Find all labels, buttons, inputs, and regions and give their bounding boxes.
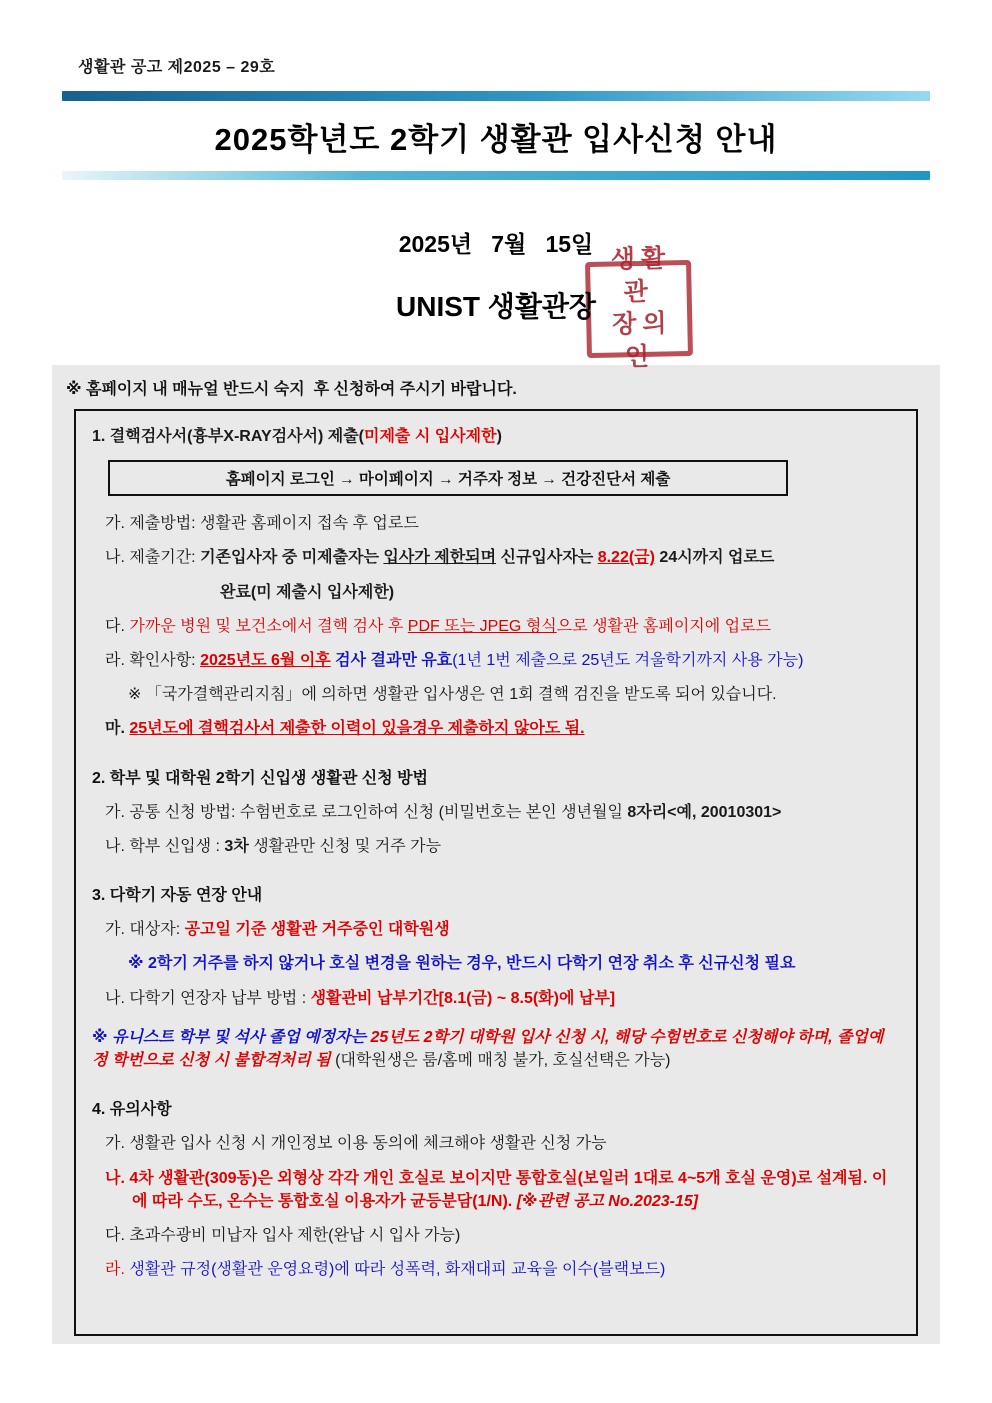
text-run: 24시까지 업로드 bbox=[654, 549, 775, 567]
item-1-ga bbox=[92, 512, 898, 535]
text-run: 생활관비 납부기간[8.1(금) ~ 8.5(화)에 납부] bbox=[310, 989, 616, 1007]
item-3-na bbox=[92, 987, 898, 1010]
text-run: (1년 1번 제출으로 25년도 겨울학기까지 사용 가능) bbox=[452, 651, 804, 669]
text-run: ) bbox=[496, 428, 502, 445]
stamp-text-row1: 생활관 bbox=[610, 245, 672, 306]
text-run: 라. bbox=[105, 1261, 130, 1279]
section-4-title: 4. 유의사항 bbox=[92, 1101, 172, 1119]
item-1-da bbox=[92, 615, 898, 638]
text-run: (대학원생은 룸/홈메 매칭 불가, 호실선택은 가능) bbox=[335, 1052, 671, 1069]
text-run: 기존입사자 중 미제출자는 bbox=[200, 549, 384, 567]
text-run: 가까운 병원 및 보건소에서 결핵 검사 후 bbox=[129, 617, 408, 635]
text-run: 3차 bbox=[224, 837, 249, 855]
text-run: PDF 또는 JPEG 형식 bbox=[407, 617, 557, 635]
text-run: 나. 4차 생활관(309동)은 외형상 각각 개인 호실로 보이지만 통합호실(보일러 1대로 4~5개 호실 운영)로 설계됨. 이에 따라 수도, 온수는 통합호실 이용자가 균등분담(1/N). bbox=[105, 1169, 888, 1210]
stamp-text-row2: 장의인 bbox=[611, 310, 673, 371]
text-run: 나. 다학기 연장자 납부 방법 : bbox=[105, 989, 311, 1007]
page-title: 2025학년도 2학기 생활관 입사신청 안내 bbox=[214, 122, 778, 157]
submission-flow-box: 홈페이지 로그인 → 마이페이지 → 거주자 정보 → 건강진단서 제출 bbox=[108, 460, 788, 496]
section-1-title bbox=[92, 425, 898, 448]
item-1-na-continued bbox=[92, 581, 898, 604]
text-run: 마. bbox=[105, 720, 130, 738]
text-run: ※ 「국가결핵관리지침」에 의하면 생활관 입사생은 연 1회 결핵 검진을 받도록 되어 있습니다. bbox=[128, 686, 777, 704]
item-4-na bbox=[92, 1167, 898, 1213]
title-divider-top bbox=[62, 91, 930, 101]
text-run: 나. 학부 신입생 : bbox=[105, 837, 225, 855]
text-run: 다. 초과수광비 미납자 입사 제한(완납 시 입사 가능) bbox=[105, 1226, 461, 1244]
text-run: 신규입사자는 bbox=[496, 549, 598, 567]
item-1-note bbox=[92, 683, 898, 706]
announcement-date: 2025년 7월 15일 bbox=[398, 231, 594, 257]
item-4-da bbox=[92, 1224, 898, 1247]
item-4-ra bbox=[92, 1258, 898, 1281]
text-run: 나. 제출기간: bbox=[105, 549, 201, 567]
text-run: ※ 2학기 거주를 하지 않거나 호실 변경을 원하는 경우, 반드시 다학기 연장 취소 후 신규신청 필요 bbox=[128, 955, 796, 973]
manual-notice: ※ 홈페이지 내 매뉴얼 반드시 숙지 후 신청하여 주시기 바랍니다. bbox=[66, 381, 517, 398]
item-2-ga bbox=[92, 801, 898, 824]
text-run: 가. 생활관 입사 신청 시 개인정보 이용 동의에 체크해야 생활관 신청 가능 bbox=[105, 1135, 607, 1153]
text-run: [※관련 공고 No.2023-15] bbox=[516, 1192, 699, 1210]
item-3-graduate-note bbox=[92, 1026, 898, 1072]
section-3-title: 3. 다학기 자동 연장 안내 bbox=[92, 887, 263, 905]
text-run: 다. bbox=[105, 617, 130, 635]
text-run: 생활관 규정(생활관 운영요령)에 따라 성폭력, 화재대피 교육을 이수(블랙보드) bbox=[129, 1261, 666, 1279]
text-run: 1. 결핵검사서(흉부X-RAY검사서) 제출( bbox=[92, 428, 365, 445]
text-run: 가. 공통 신청 방법: 수험번호로 로그인하여 신청 (비밀번호는 본인 생년월일 bbox=[105, 803, 628, 821]
signer-name: UNIST 생활관장 bbox=[396, 291, 596, 322]
content-panel bbox=[52, 365, 940, 1344]
text-run: 검사 결과만 유효 bbox=[330, 651, 453, 669]
item-2-na bbox=[92, 835, 898, 858]
text-run: 8자리<예, 20010301> bbox=[627, 803, 782, 821]
section-2-title: 2. 학부 및 대학원 2학기 신입생 생활관 신청 방법 bbox=[92, 769, 429, 787]
item-1-na bbox=[92, 546, 898, 569]
signature-row bbox=[62, 245, 930, 371]
text-run: 미제출 시 입사제한 bbox=[364, 428, 497, 445]
item-3-note bbox=[92, 952, 898, 975]
text-run: 라. 확인사항: bbox=[105, 651, 201, 669]
text-run: 가. 제출방법: 생활관 홈페이지 접속 후 업로드 bbox=[105, 515, 419, 533]
item-1-ma bbox=[92, 717, 898, 740]
text-run: ※ 유니스트 학부 및 석사 졸업 예정자는 bbox=[92, 1028, 371, 1046]
text-run: 생활관만 신청 및 거주 가능 bbox=[248, 837, 442, 855]
text-run: 8.22(금) bbox=[597, 549, 655, 567]
text-run: 25년도 2학기 대학원 입사 신청 시, 해당 수험번호로 신청해야 하며, 졸업예정 학번으로 신청 시 불합격처리 됨 bbox=[92, 1028, 884, 1069]
doc-number: 생활관 공고 제2025 – 29호 bbox=[78, 59, 276, 76]
item-1-ra bbox=[92, 649, 898, 672]
item-3-ga bbox=[92, 918, 898, 941]
text-run: 으로 생활관 홈페이지에 업로드 bbox=[556, 617, 771, 635]
text-run: 입사가 제한되며 bbox=[383, 549, 497, 567]
item-4-ga bbox=[92, 1132, 898, 1155]
text-run: 공고일 기준 생활관 거주중인 대학원생 bbox=[184, 921, 450, 939]
text-run: 완료(미 제출시 입사제한) bbox=[220, 583, 395, 601]
announcement-body-box bbox=[74, 409, 918, 1336]
title-divider-bottom bbox=[62, 171, 930, 180]
text-run: 2025년도 6월 이후 bbox=[200, 651, 331, 669]
text-run: 25년도에 결핵검사서 제출한 이력이 있을경우 제출하지 않아도 됨. bbox=[129, 720, 585, 738]
text-run: 가. 대상자: bbox=[105, 921, 185, 939]
